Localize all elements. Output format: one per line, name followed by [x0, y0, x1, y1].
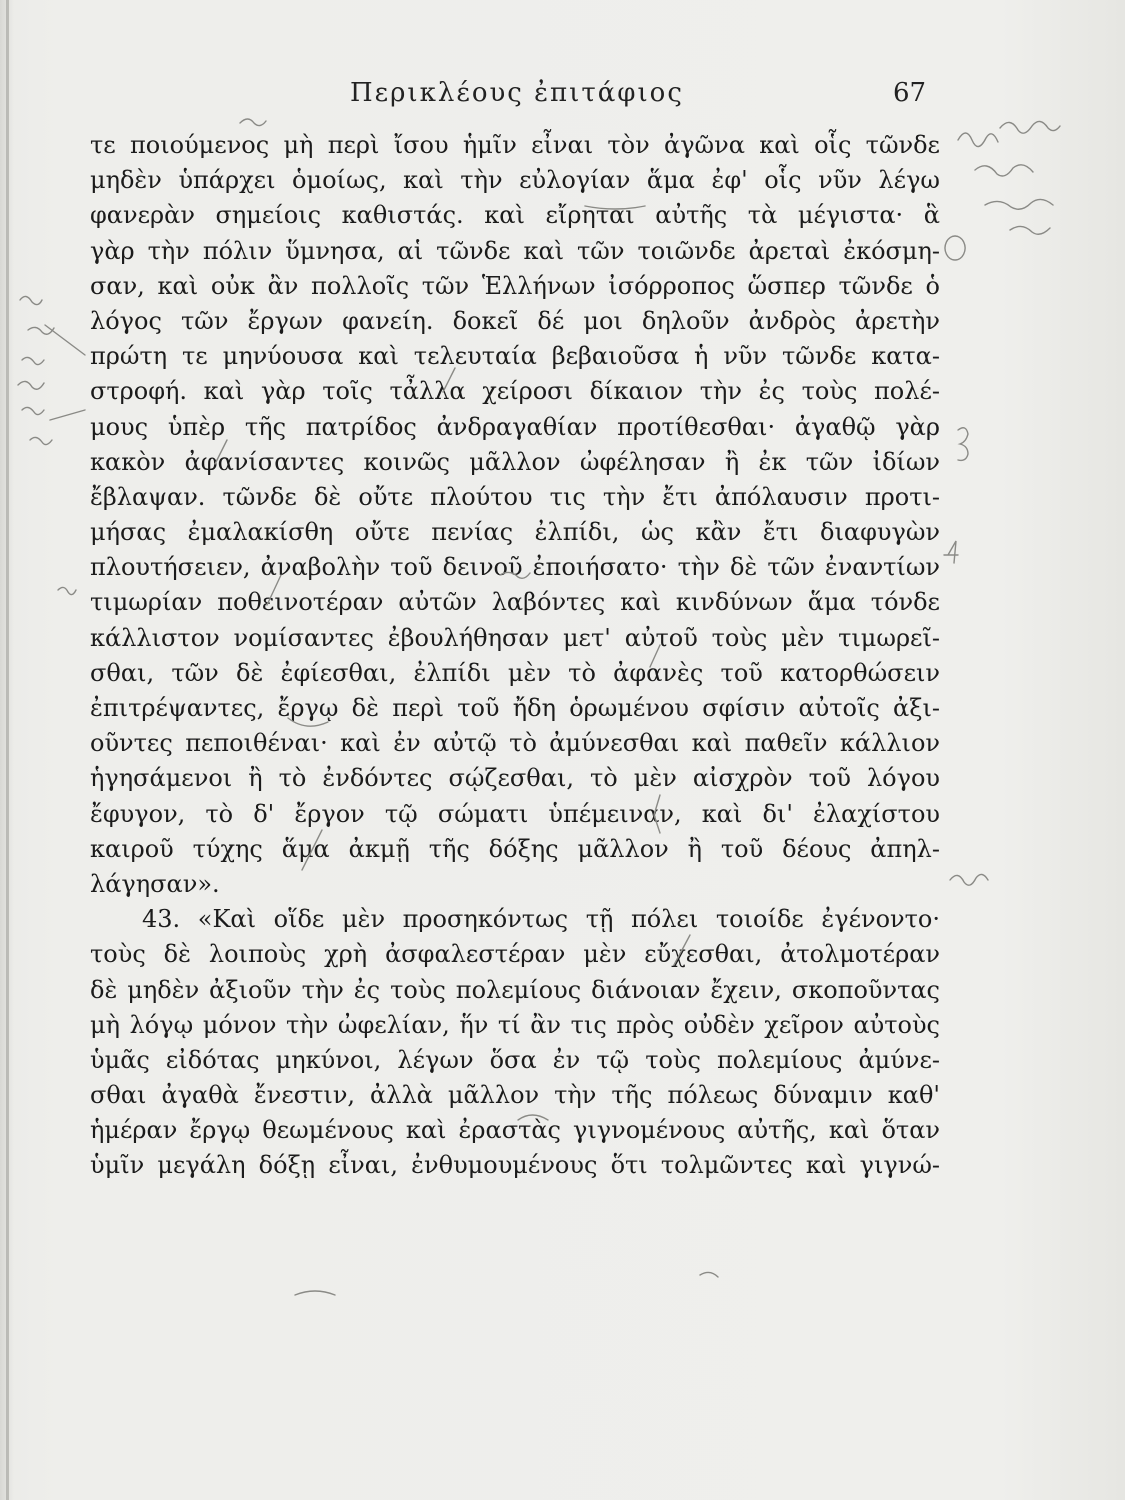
margin-scribble: [30, 437, 52, 444]
section-start-line: 43. «Καὶ οἵδε μὲν προσηκόντως τῇ πόλει τοιοίδε ἐγένοντο·: [142, 905, 940, 934]
margin-scribble: [22, 357, 44, 364]
text-line: κάλλιστον νομίσαντες ἐβουλήθησαν μετ' αὐτοῦ τοὺς μὲν τιμωρεῖ-: [90, 623, 940, 652]
running-title: Περικλέους ἐπιτάφιος: [350, 78, 684, 108]
margin-scribble: [50, 410, 85, 420]
circled-number: [945, 236, 965, 260]
text-line: ἡγησάμενοι ἢ τὸ ἐνδόντες σῴζεσθαι, τὸ μὲν αἰσχρὸν τοῦ λόγου: [90, 764, 940, 793]
text-line: γὰρ τὴν πόλιν ὕμνησα, αἱ τῶνδε καὶ τῶν τοιῶνδε ἀρεταὶ ἐκόσμη-: [90, 236, 940, 265]
text-line: κακὸν ἀφανίσαντες κοινῶς μᾶλλον ὠφέλησαν ἢ ἐκ τῶν ἰδίων: [90, 447, 940, 476]
text-line: ἔβλαψαν. τῶνδε δὲ οὔτε πλούτου τις τὴν ἔτι ἀπόλαυσιν προτι-: [90, 482, 940, 511]
page-number: 67: [893, 78, 927, 108]
text-line: μηδὲν ὑπάρχει ὁμοίως, καὶ τὴν εὐλογίαν ἅμα ἐφ' οἷς νῦν λέγω: [90, 166, 940, 195]
margin-scribble: [700, 1272, 718, 1277]
binding-edge: [6, 0, 9, 1500]
body-text: [90, 128, 940, 1184]
text-line: μους ὑπὲρ τῆς πατρίδος ἀνδραγαθίαν προτίθεσθαι· ἀγαθῷ γὰρ: [90, 412, 940, 441]
text-line: ὑμᾶς εἰδότας μηκύνοι, λέγων ὅσα ἐν τῷ τοὺς πολεμίους ἀμύνε-: [90, 1045, 940, 1074]
margin-number-mark: [944, 541, 958, 563]
text-line: πρώτη τε μηνύουσα καὶ τελευταία βεβαιοῦσα ἡ νῦν τῶνδε κατα-: [90, 342, 940, 371]
text-line: ἔφυγον, τὸ δ' ἔργον τῷ σώματι ὑπέμειναν, καὶ δι' ἐλαχίστου: [90, 799, 940, 828]
underline-mark: [295, 1291, 335, 1295]
margin-scribble: [20, 296, 42, 304]
text-line: δὲ μηδὲν ἀξιοῦν τὴν ἐς τοὺς πολεμίους διάνοιαν ἔχειν, σκοποῦντας: [90, 975, 940, 1004]
text-line: σθαι ἀγαθὰ ἔνεστιν, ἀλλὰ μᾶλλον τὴν τῆς πόλεως δύναμιν καθ': [90, 1081, 940, 1110]
text-line: ὑμῖν μεγάλη δόξῃ εἶναι, ἐνθυμουμένους ὅτι τολμῶντες καὶ γιγνώ-: [90, 1151, 940, 1180]
running-head: [0, 78, 1125, 118]
text-line: ἡμέραν ἔργῳ θεωμένους καὶ ἐραστὰς γιγνομένους αὐτῆς, καὶ ὅταν: [90, 1116, 940, 1145]
margin-scribble: [1010, 226, 1050, 234]
margin-scribble: [958, 133, 998, 147]
margin-scribble: [18, 381, 44, 389]
margin-scribble: [28, 327, 54, 334]
margin-scribble: [1000, 121, 1060, 133]
text-line: φανερὰν σημείοις καθιστάς. καὶ εἴρηται αὐτῆς τὰ μέγιστα· ἃ: [90, 201, 940, 230]
text-line: μήσας ἐμαλακίσθη οὔτε πενίας ἐλπίδι, ὡς κἂν ἔτι διαφυγὼν: [90, 518, 940, 547]
text-line: τιμωρίαν ποθεινοτέραν αὐτῶν λαβόντες καὶ κινδύνων ἅμα τόνδε: [90, 588, 940, 617]
paragraph-end-line: λάγησαν».: [90, 869, 220, 898]
margin-scribble: [985, 199, 1053, 209]
text-line: μὴ λόγῳ μόνον τὴν ὠφελίαν, ἥν τί ἂν τις πρὸς οὐδὲν χεῖρον αὐτοὺς: [90, 1010, 940, 1039]
text-line: λόγος τῶν ἔργων φανείη. δοκεῖ δέ μοι δηλοῦν ἀνδρὸς ἀρετὴν: [90, 306, 940, 335]
margin-scribble: [950, 874, 988, 885]
margin-scribble: [58, 587, 76, 594]
margin-scribble: [240, 119, 266, 126]
text-line: καιροῦ τύχης ἅμα ἀκμῇ τῆς δόξης μᾶλλον ἢ τοῦ δέους ἀπηλ-: [90, 834, 940, 863]
text-line: τε ποιούμενος μὴ περὶ ἴσου ἡμῖν εἶναι τὸν ἀγῶνα καὶ οἷς τῶνδε: [90, 131, 940, 159]
text-line: ἐπιτρέψαντες, ἔργῳ δὲ περὶ τοῦ ἤδη ὁρωμένου σφίσιν αὐτοῖς ἀξι-: [90, 694, 940, 722]
text-line: στροφή. καὶ γὰρ τοῖς τἆλλα χείροσι δίκαιον τὴν ἐς τοὺς πολέ-: [90, 377, 940, 406]
text-line: τοὺς δὲ λοιποὺς χρὴ ἀσφαλεστέραν μὲν εὔχεσθαι, ἀτολμοτέραν: [90, 940, 940, 969]
text-line: πλουτήσειεν, ἀναβολὴν τοῦ δεινοῦ ἐποιήσατο· τὴν δὲ τῶν ἐναντίων: [90, 553, 940, 582]
margin-scribble: [45, 325, 85, 355]
margin-scribble: [975, 165, 1033, 176]
text-line: σθαι, τῶν δὲ ἐφίεσθαι, ἐλπίδι μὲν τὸ ἀφανὲς τοῦ κατορθώσειν: [90, 658, 940, 687]
margin-scribble: [22, 407, 44, 414]
margin-number-mark: [958, 428, 968, 461]
text-line: οῦντες πεποιθέναι· καὶ ἐν αὐτῷ τὸ ἀμύνεσθαι καὶ παθεῖν κάλλιον: [90, 729, 940, 758]
text-line: σαν, καὶ οὐκ ἂν πολλοῖς τῶν Ἑλλήνων ἰσόρροπος ὥσπερ τῶνδε ὁ: [90, 271, 940, 300]
